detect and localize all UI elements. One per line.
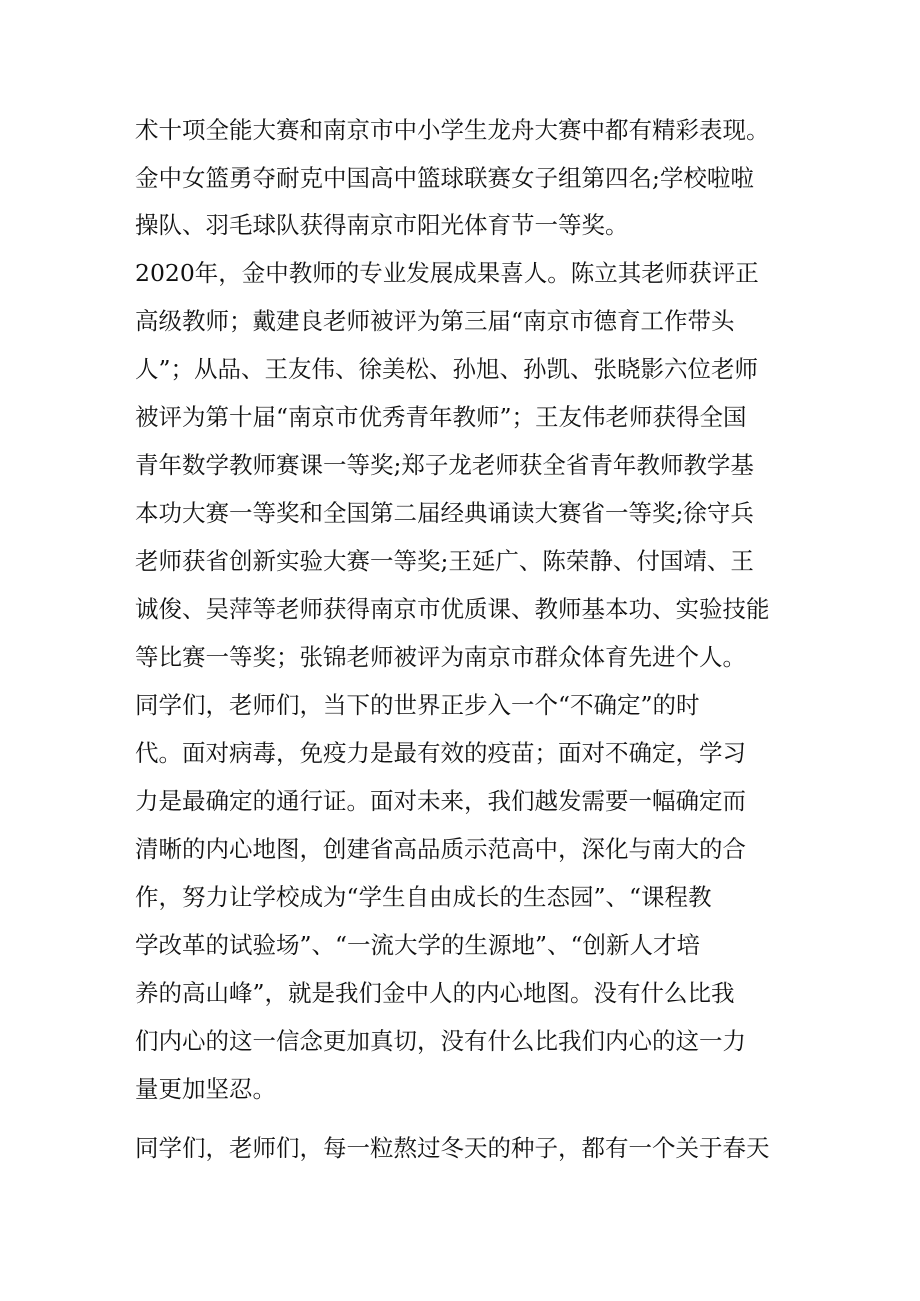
text-line: 养的高山峰”，就是我们金中人的内心地图。没有什么比我 bbox=[135, 979, 735, 1007]
text-line: 被评为第十届“南京市优秀青年教师”；王友伟老师获得全国 bbox=[135, 403, 747, 431]
text-line: 诚俊、吴萍等老师获得南京市优质课、教师基本功、实验技能 bbox=[135, 595, 770, 623]
text-line: 等比赛一等奖；张锦老师被评为南京市群众体育先进个人。 bbox=[135, 643, 746, 671]
text-line: 量更加坚忍。 bbox=[135, 1075, 276, 1103]
text-line: 学改革的试验场”、“一流大学的生源地”、“创新人才培 bbox=[135, 931, 701, 959]
text-line: 老师获省创新实验大赛一等奖;王延广、陈荣静、付国靖、王 bbox=[135, 547, 754, 575]
text-line: 代。面对病毒，免疫力是最有效的疫苗；面对不确定，学习 bbox=[135, 739, 746, 767]
text-line: 术十项全能大赛和南京市中小学生龙舟大赛中都有精彩表现。 bbox=[135, 116, 770, 144]
text-line: 青年数学教师赛课一等奖;郑子龙老师获全省青年教师教学基 bbox=[135, 451, 754, 479]
text-line: 同学们，老师们，当下的世界正步入一个“不确定”的时 bbox=[135, 691, 700, 719]
text-line: 同学们，老师们，每一粒熬过冬天的种子，都有一个关于春天 bbox=[135, 1134, 770, 1162]
text-line: 高级教师；戴建良老师被评为第三届“南京市德育工作带头 bbox=[135, 307, 735, 335]
text-line: 清晰的内心地图，创建省高品质示范高中，深化与南大的合 bbox=[135, 835, 746, 863]
text-line: 们内心的这一信念更加真切，没有什么比我们内心的这一力 bbox=[135, 1027, 746, 1055]
text-line: 人”；从品、王友伟、徐美松、孙旭、孙凯、张晓影六位老师 bbox=[135, 355, 759, 383]
text-line: 金中女篮勇夺耐克中国高中篮球联赛女子组第四名;学校啦啦 bbox=[135, 164, 754, 192]
text-line: 操队、羽毛球队获得南京市阳光体育节一等奖。 bbox=[135, 211, 629, 239]
text-line: 力是最确定的通行证。面对未来，我们越发需要一幅确定而 bbox=[135, 787, 746, 815]
text-line: 本功大赛一等奖和全国第二届经典诵读大赛省一等奖;徐守兵 bbox=[135, 499, 754, 527]
text-line: 作，努力让学校成为“学生自由成长的生态园”、“课程教 bbox=[135, 883, 712, 911]
text-line: 2020年，金中教师的专业发展成果喜人。陈立其老师获评正 bbox=[135, 259, 759, 287]
